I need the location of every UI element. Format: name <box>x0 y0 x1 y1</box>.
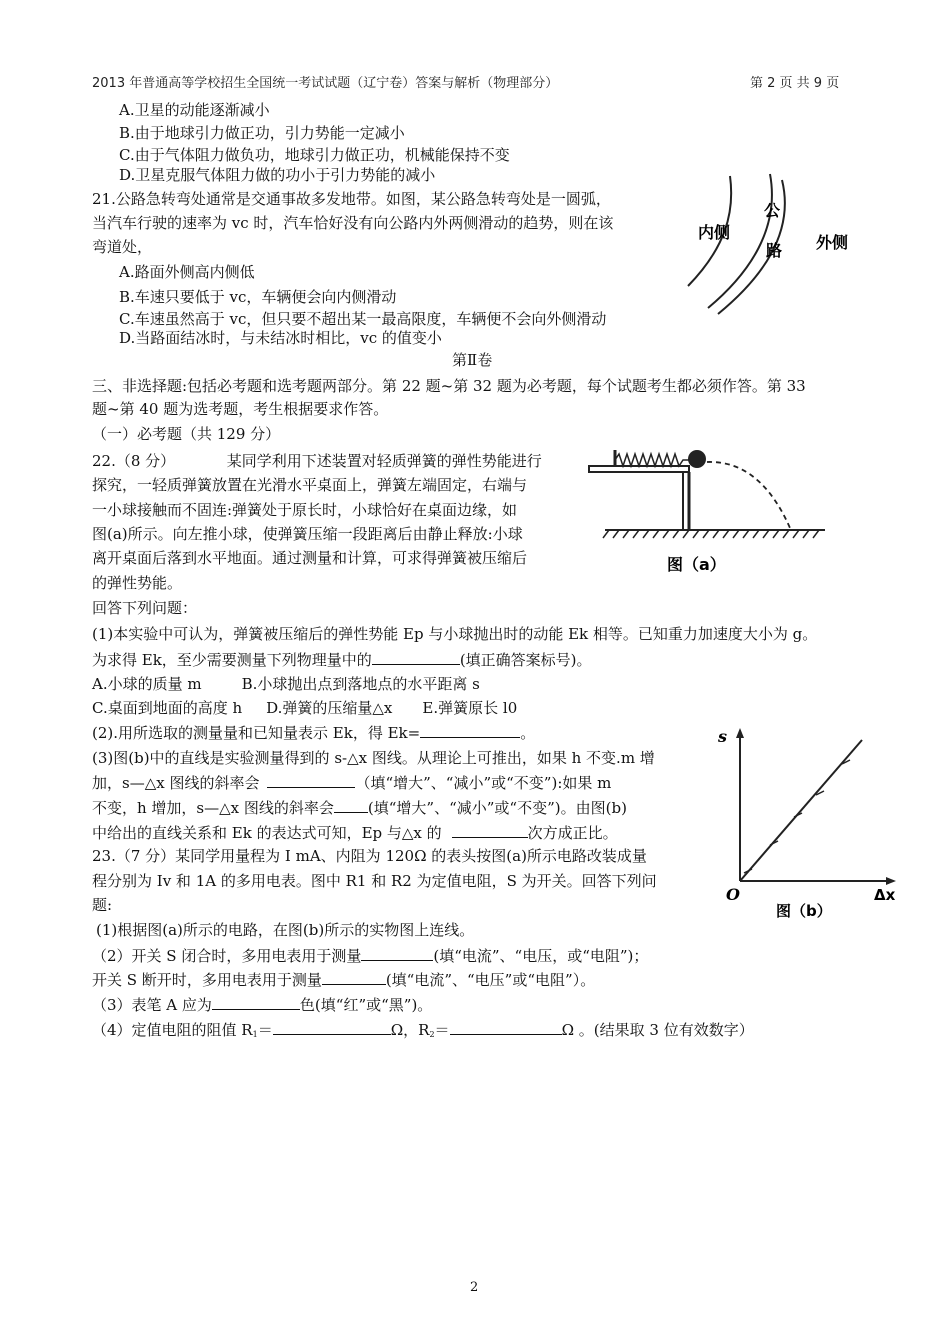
q22-stem-4: 图(a)所示。向左推小球，使弹簧压缩一段距离后由静止释放:小球 <box>92 525 523 543</box>
q22-stem-2: 探究，一轻质弹簧放置在光滑水平桌面上，弹簧左端固定，右端与 <box>92 476 528 494</box>
y-axis-arrow <box>736 728 744 738</box>
answer-blank-4[interactable] <box>334 797 368 813</box>
equals-2: ＝ <box>434 1021 450 1039</box>
q22-part1-b <box>92 649 592 670</box>
q22-option-a: A.小球的质量 m <box>92 675 202 693</box>
q22-part3-c <box>92 797 627 818</box>
q20-option-b: B.由于地球引力做正功，引力势能一定减小 <box>119 124 405 142</box>
trajectory-dashed <box>707 462 790 528</box>
s-deltax-graph <box>712 726 907 921</box>
q22-options-row-1 <box>92 674 480 694</box>
outer-side-label: 外侧 <box>816 233 849 252</box>
q23-part2-a <box>92 945 648 966</box>
q21-stem-3: 弯道处， <box>92 238 153 256</box>
q22-stem-6: 的弹性势能。 <box>92 574 183 592</box>
q23-part1: (1)根据图(a)所示的电路，在图(b)所示的实物图上连线。 <box>96 921 475 939</box>
q21-option-c: C.车速虽然高于 vc，但只要不超出某一最高限度，车辆便不会向外侧滑动 <box>119 310 607 328</box>
q22-part3-b-text: 加，s—△x 图线的斜率会 <box>92 774 260 792</box>
page-number: 2 <box>470 1280 479 1295</box>
answer-blank-3[interactable] <box>267 772 355 788</box>
q22-part3-a: (3)图(b)中的直线是实验测量得到的 s-△x 图线。从理论上可推出，如果 h 不变.m 增 <box>92 749 655 767</box>
y-axis-label: s <box>718 727 728 746</box>
q22-part2-text: (2).用所选取的测量量和已知量表示 Ek，得 Ek= <box>92 724 421 742</box>
subscript-1: 1 <box>252 1030 258 1039</box>
q22-stem-1-text: 某同学利用下述装置对轻质弹簧的弹性势能进行 <box>226 452 542 470</box>
q22-part2 <box>92 722 535 743</box>
q22-part1-a: (1)本实验中可认为，弹簧被压缩后的弹性势能 Ep 与小球抛出时的动能 Ek 相等。已知重力加速度大小为 g。 <box>92 625 818 643</box>
equals-1: ＝ <box>257 1021 273 1039</box>
q22-stem-3: 一小球接触而不固连:弹簧处于原长时，小球恰好在桌面边缘，如 <box>92 501 518 519</box>
section-title: 第Ⅱ卷 <box>452 351 493 369</box>
q23-part2-a-text: （2）开关 S 闭合时，多用电表用于测量 <box>92 947 362 965</box>
q22-part3-c-post: (填“增大”、“减小”或“不变”)。由图(b) <box>367 799 627 817</box>
figure-b-caption: 图（b） <box>776 902 832 920</box>
answer-blank-6[interactable] <box>361 945 433 961</box>
spring <box>615 454 689 466</box>
q23-stem-2: 程分别为 Iv 和 1A 的多用电表。图中 R1 和 R2 为定值电阻，S 为开关。回答下列问 <box>92 872 657 890</box>
required-heading: （一）必考题（共 129 分） <box>92 425 281 443</box>
section-intro-2: 题~第 40 题为选考题，考生根据要求作答。 <box>92 400 389 418</box>
q22-answer-prompt: 回答下列问题： <box>92 599 198 617</box>
header-title: 2013 年普通高等学校招生全国统一考试试题（辽宁卷）答案与解析（物理部分） <box>92 76 559 91</box>
subscript-2: 2 <box>429 1030 435 1039</box>
q22-number: 22.（8 分） <box>92 452 176 470</box>
q23-part2-b <box>92 969 595 990</box>
ball <box>688 450 706 468</box>
q22-stem-1 <box>92 451 542 471</box>
q22-part1-b-text: 为求得 Ek，至少需要测量下列物理量中的 <box>92 651 372 669</box>
q22-part3-d-text: 中给出的直线关系和 Ek 的表达式可知，Ep 与△x 的 <box>92 824 442 842</box>
q20-option-a: A.卫星的动能逐渐减小 <box>119 101 270 119</box>
section-intro-1: 三、非选择题:包括必考题和选考题两部分。第 22 题~第 32 题为必考题，每个试题考生都必须作答。第 33 <box>92 377 806 395</box>
road-curve-figure <box>680 168 880 318</box>
q22-option-e: E.弹簧原长 l0 <box>422 699 518 717</box>
q23-part3 <box>92 994 432 1015</box>
answer-blank-7[interactable] <box>322 969 386 985</box>
q23-stem-3: 题: <box>92 896 113 914</box>
q23-part2-a-post: (填“电流”、“电压，或“电阻”)； <box>433 947 649 965</box>
q20-option-d: D.卫星克服气体阻力做的功小于引力势能的减小 <box>119 166 436 184</box>
q22-part3-c-text: 不变，h 增加，s—△x 图线的斜率会 <box>92 799 334 817</box>
q22-part3-d <box>92 822 618 843</box>
origin-label: O <box>726 885 740 904</box>
q23-part3-text: （3）表笔 A 应为 <box>92 996 212 1014</box>
q21-stem-1: 21.公路急转弯处通常是交通事故多发地带。如图，某公路急转弯处是一圆弧， <box>92 190 611 208</box>
x-axis-label: Δx <box>874 886 896 904</box>
fit-line <box>740 740 862 881</box>
q22-part3-b <box>92 772 611 793</box>
figure-a-caption: 图（a） <box>667 555 726 574</box>
answer-blank-10[interactable] <box>450 1019 562 1035</box>
q23-part2-b-text: 开关 S 断开时，多用电表用于测量 <box>92 971 322 989</box>
q21-option-a: A.路面外侧高内侧低 <box>119 263 255 281</box>
q21-option-d: D.当路面结冰时，与未结冰时相比，vc 的值变小 <box>119 329 442 347</box>
q23-part2-b-post: (填“电流”、“电压”或“电阻”）。 <box>385 971 596 989</box>
x-axis-arrow <box>886 877 896 885</box>
q21-option-b: B.车速只要低于 vc，车辆便会向内侧滑动 <box>119 288 397 306</box>
spring-table-figure <box>585 440 850 580</box>
q22-option-c: C.桌面到地面的高度 h <box>92 699 243 717</box>
inner-side-label: 内侧 <box>698 223 731 242</box>
q22-part2-post: 。 <box>520 724 536 742</box>
answer-blank-1[interactable] <box>372 649 460 665</box>
road-label-1: 公 <box>764 201 781 220</box>
q22-option-d: D.弹簧的压缩量△x <box>266 699 393 717</box>
header-page-info: 第 2 页 共 9 页 <box>750 76 840 91</box>
q23-part4-unit: Ω，R <box>390 1021 430 1039</box>
q23-part4 <box>92 1019 754 1045</box>
q23-part4-text: （4）定值电阻的阻值 R <box>92 1021 253 1039</box>
answer-blank-9[interactable] <box>273 1019 391 1035</box>
q22-part3-d-post: 次方成正比。 <box>527 824 618 842</box>
q22-option-b: B.小球抛出点到落地点的水平距离 s <box>241 675 480 693</box>
ground-hatching <box>603 530 819 538</box>
q22-part1-b-post: (填正确答案标号)。 <box>459 651 592 669</box>
q23-part3-post: 色(填“红”或“黑”)。 <box>299 996 433 1014</box>
q23-stem-1: 23.（7 分）某同学用量程为 I mA、内阻为 120Ω 的表头按图(a)所示电路改装成量 <box>92 847 647 865</box>
q20-option-c: C.由于气体阻力做负功，地球引力做正功，机械能保持不变 <box>119 146 510 164</box>
q22-part3-b-post: （填“增大”、“减小”或“不变”):如果 m <box>355 774 612 792</box>
q23-part4-post: Ω 。(结果取 3 位有效数字） <box>561 1021 754 1039</box>
answer-blank-5[interactable] <box>452 822 528 838</box>
road-label-2: 路 <box>766 241 783 260</box>
q21-stem-2: 当汽车行驶的速率为 vc 时，汽车恰好没有向公路内外两侧滑动的趋势，则在该 <box>92 214 614 232</box>
answer-blank-8[interactable] <box>212 994 300 1010</box>
q22-options-row-2 <box>92 698 517 718</box>
q22-stem-5: 离开桌面后落到水平地面。通过测量和计算，可求得弹簧被压缩后 <box>92 549 528 567</box>
answer-blank-2[interactable] <box>420 722 520 738</box>
